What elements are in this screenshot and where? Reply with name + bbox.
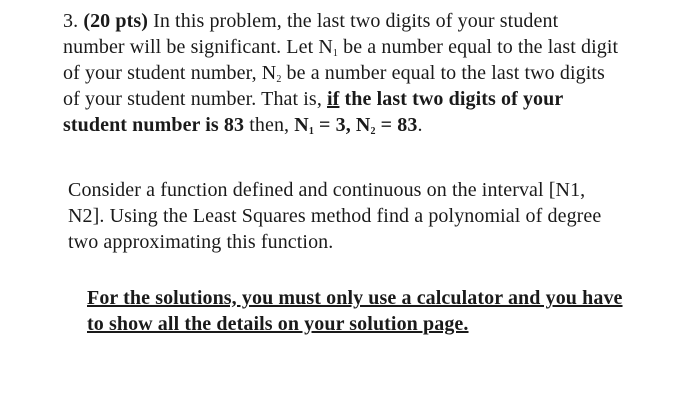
- problem-points: (20 pts): [83, 10, 148, 32]
- problem-line-2: number will be significant. Let $N_1$ be a number equal to the last digit: [63, 36, 619, 59]
- problem-number: 3.: [63, 10, 79, 32]
- solution-notice: [87, 285, 647, 337]
- notice-line-2: to show all the details on your solution page.: [87, 313, 469, 335]
- problem-line-4: of your student number. That is, if the last two digits of your: [63, 88, 564, 110]
- problem-line-3: of your student number, $N_2$ be a number equal to the last two digits: [63, 62, 605, 85]
- task-line-2: N2]. Using the Least Squares method find a polynomial of degree: [68, 205, 602, 227]
- problem-statement: [63, 8, 623, 138]
- task-line-1: Consider a function defined and continuous on the interval [N1,: [68, 179, 586, 201]
- task-statement: [68, 177, 628, 255]
- problem-line-5: student number is 83 then, $N_1 = 3$, $N_2 = 83$.: [63, 114, 423, 137]
- problem-line-1: 3. (20 pts) In this problem, the last two digits of your student: [63, 10, 559, 32]
- notice-line-1: For the solutions, you must only use a calculator and you have: [87, 287, 623, 309]
- if-emphasis: if: [327, 88, 340, 110]
- task-line-3: two approximating this function.: [68, 231, 334, 253]
